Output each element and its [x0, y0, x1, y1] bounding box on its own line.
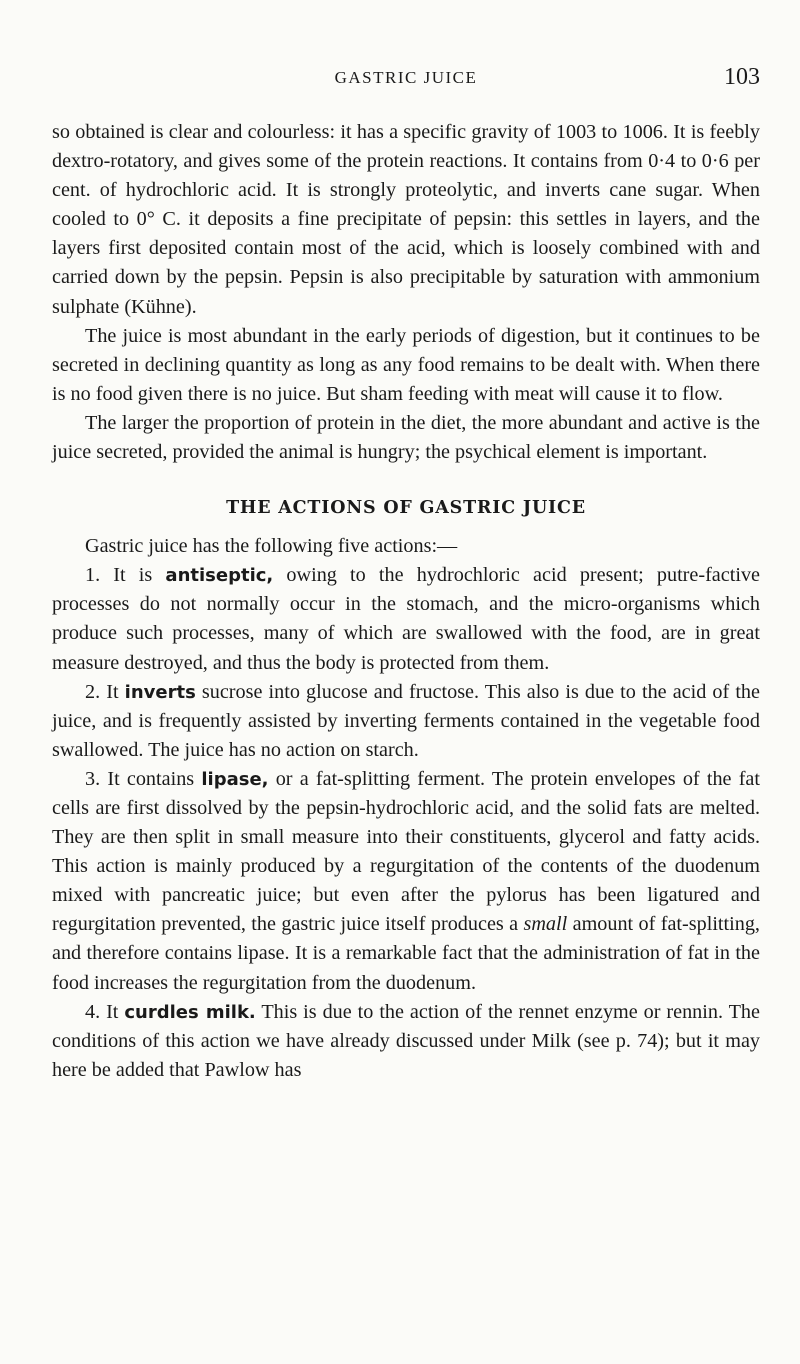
item-4-text: This is due to the action of the rennet enzyme or rennin. The conditions of this action we have already discussed under Milk (see p. 74); but it may here be added that Pawlow has	[52, 1000, 760, 1081]
item-4-term: curdles milk.	[124, 1001, 256, 1023]
item-3-text-b: amount of fat-splitting, and therefore contains lipase. It is a remarkable fact that the administration of fat in the food increases the regurgitation from the duodenum.	[52, 913, 760, 994]
running-title: GASTRIC JUICE	[334, 68, 478, 87]
paragraph-specific-gravity: so obtained is clear and colourless: it has a specific gravity of 1003 to 1006. It is feebly dextro-rotatory, and gives some of the protein reactions. It contains from 0·4 to 0·6 per cent. of hydrochloric acid. It is strongly proteolytic, and inverts cane sugar. When cooled to 0° C. it deposits a fine precipitate of pepsin: this settles in layers, and the layers first deposited contain most of the acid, which is loosely combined with and carried down by the pepsin. Pepsin is also precipitable by saturation with ammonium sulphate (Kühne).	[52, 121, 760, 318]
page-body	[52, 118, 760, 1085]
action-item-4	[52, 998, 760, 1085]
action-item-1	[52, 561, 760, 677]
item-2-term: inverts	[124, 681, 196, 703]
item-3-text-a: or a fat-splitting ferment. The protein envelopes of the fat cells are first dissolved by the pepsin-hydrochloric acid, and the solid fats are melted. They are then split in small measure into their constituents, glycerol and fatty acids. This action is mainly produced by a regurgitation of the contents of the duodenum mixed with pancreatic juice; but even after the pylorus has been ligatured and regurgitation prevented, the gastric juice itself produces a	[52, 767, 761, 936]
item-2-prefix: 2. It	[85, 680, 125, 703]
paragraph-protein-proportion: The larger the proportion of protein in the diet, the more abundant and active is the juice secreted, provided the animal is hungry; the psychical element is important.	[52, 411, 760, 464]
section-intro: Gastric juice has the following five actions:—	[85, 535, 458, 558]
page-number: 103	[724, 64, 760, 90]
running-head	[52, 64, 760, 94]
item-1-term: antiseptic,	[165, 565, 274, 587]
item-2-text: sucrose into glucose and fructose. This also is due to the acid of the juice, and is frequently assisted by inverting ferments contained in the vegetable food swallowed. The juice has no action on starch.	[52, 680, 760, 761]
section-heading: THE ACTIONS OF GASTRIC JUICE	[226, 498, 586, 519]
item-1-prefix: 1. It is	[85, 564, 166, 587]
action-item-2	[52, 678, 760, 765]
action-item-3	[52, 765, 760, 998]
item-4-prefix: 4. It	[85, 1000, 125, 1023]
paragraph-abundance: The juice is most abundant in the early periods of digestion, but it continues to be secreted in declining quantity as long as any food remains to be dealt with. When there is no food given there is no juice. But sham feeding with meat will cause it to flow.	[52, 324, 760, 405]
item-1-text: owing to the hydrochloric acid present; putre-factive processes do not normally occur in the stomach, and the micro-organisms which produce such processes, many of which are swallowed with the food, are in great measure destroyed, and thus the body is protected from them.	[52, 564, 760, 674]
item-3-term: lipase,	[201, 768, 269, 790]
item-3-prefix: 3. It contains	[85, 767, 202, 790]
item-3-emphasis: small	[523, 913, 568, 936]
